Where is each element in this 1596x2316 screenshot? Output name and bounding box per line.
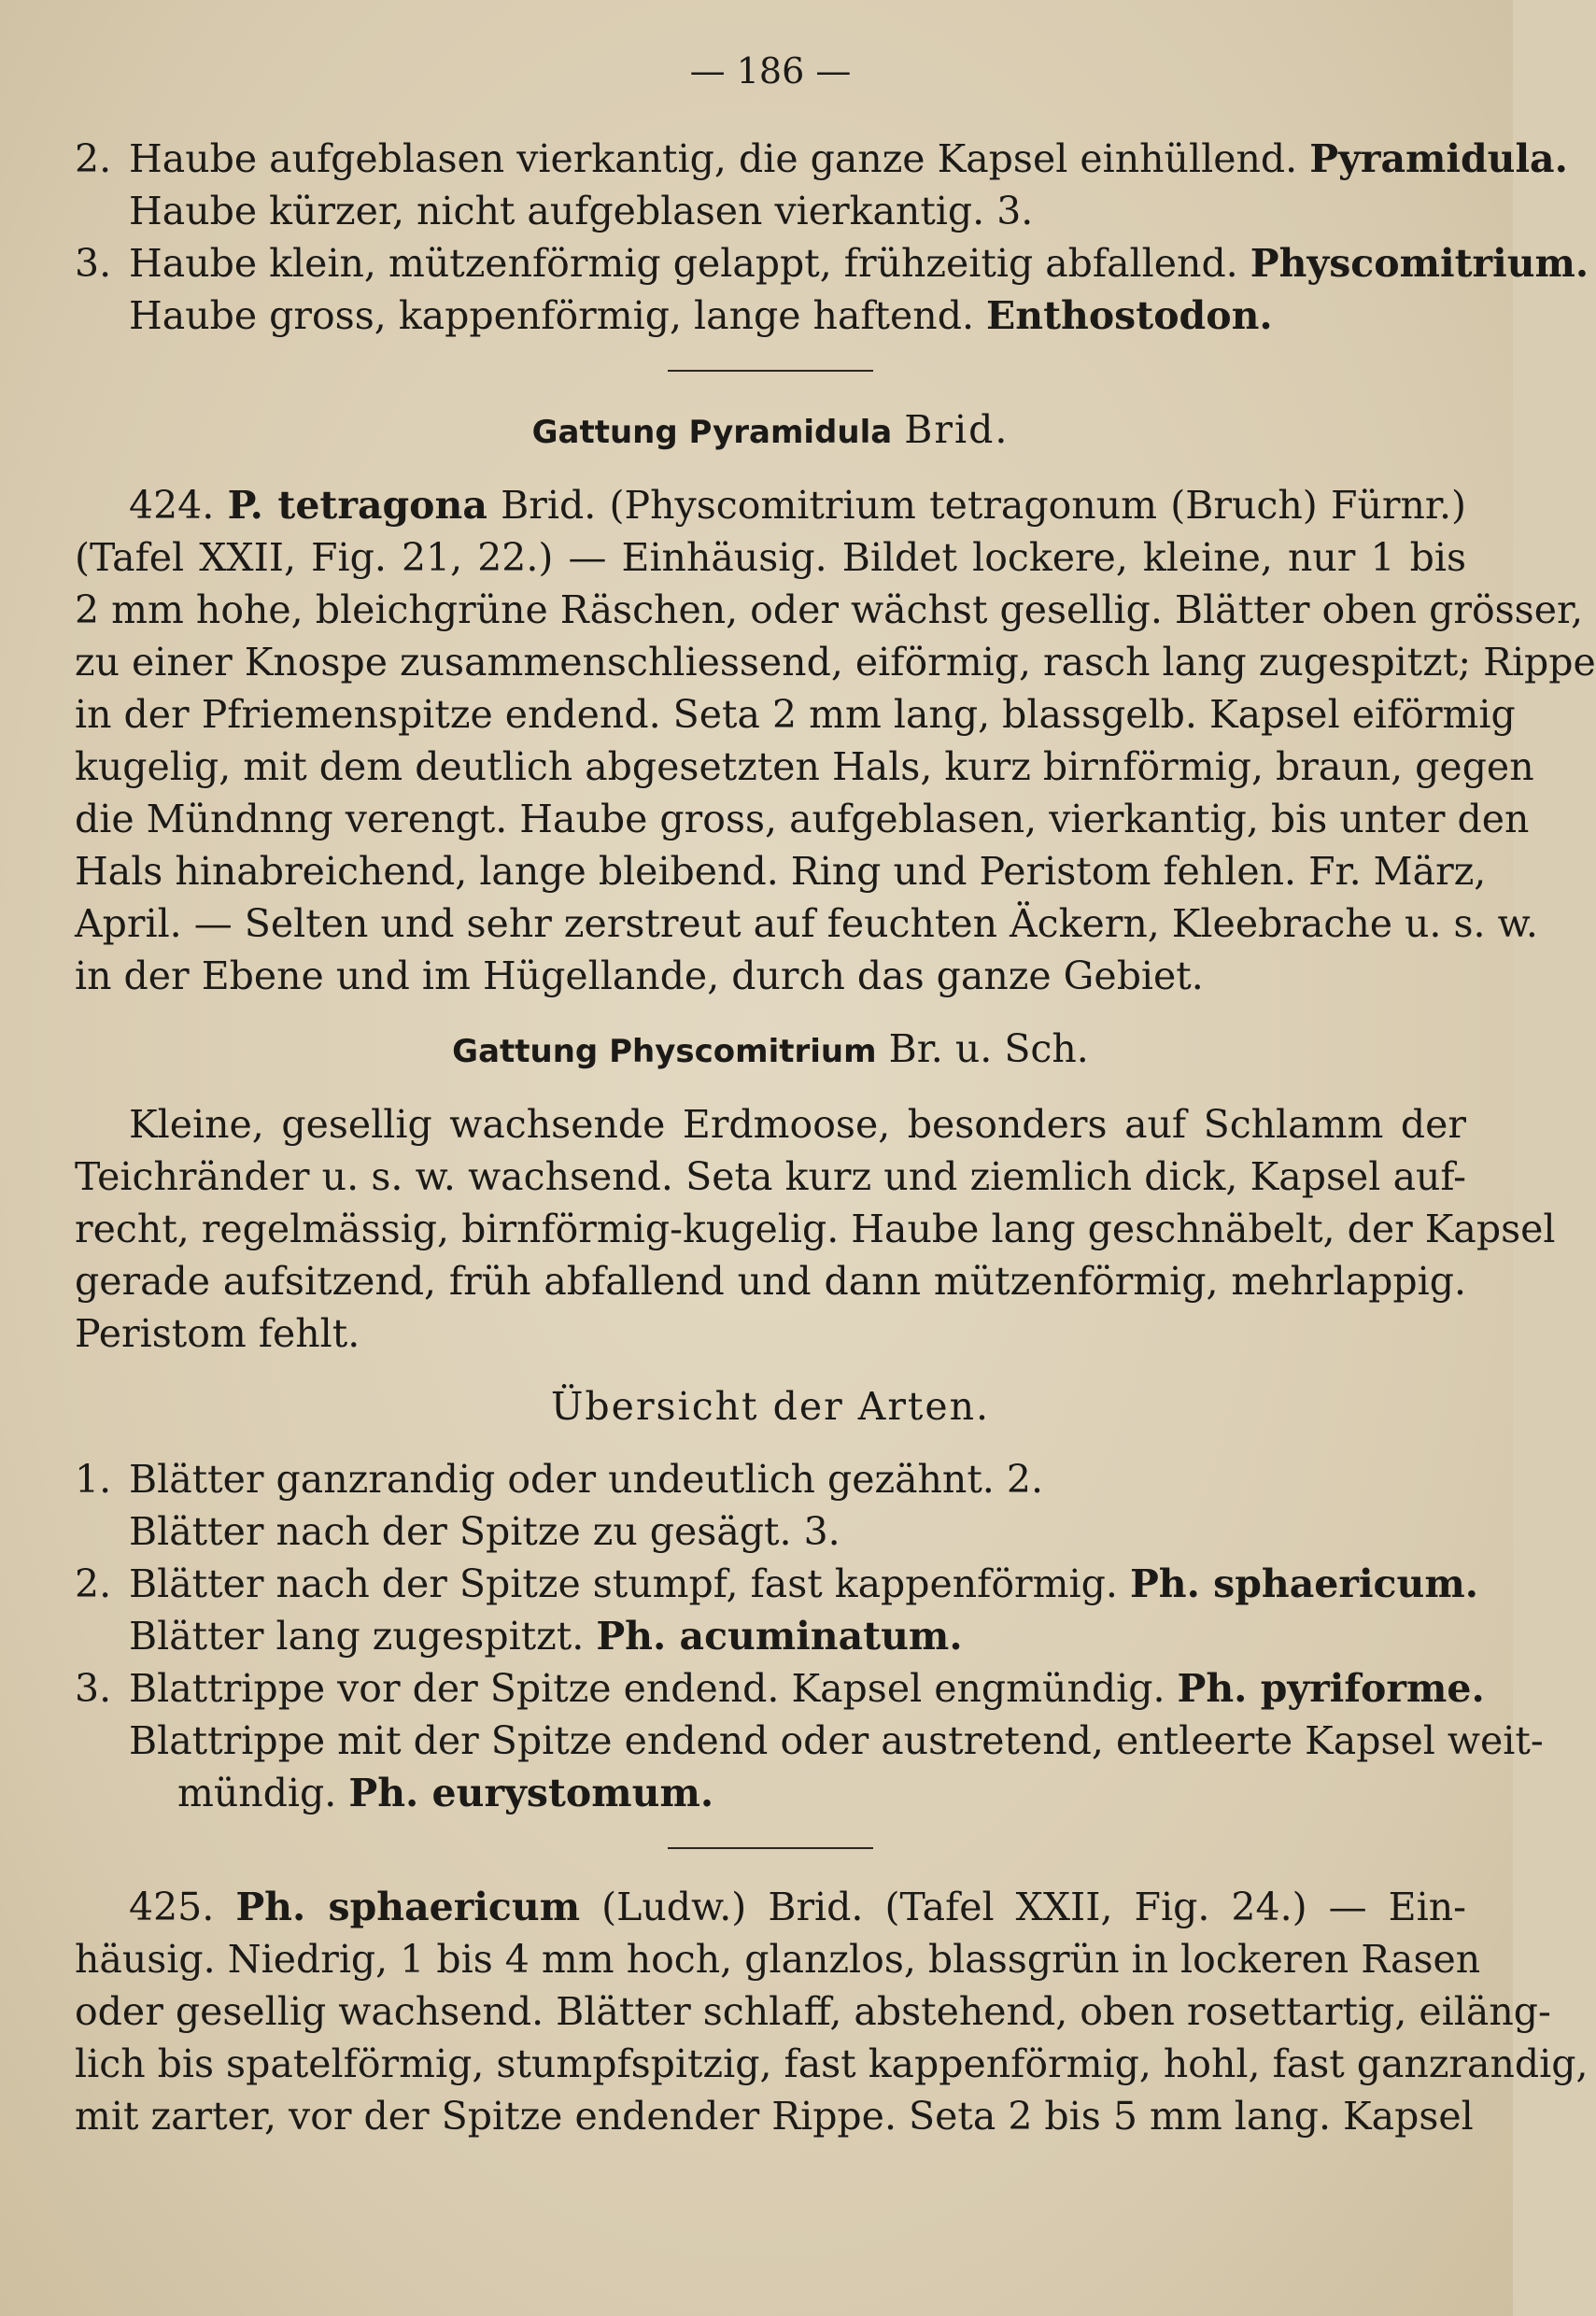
page-content [75, 37, 1596, 2142]
text-line: mit zarter, vor der Spitze endender Rippe. Seta 2 bis 5 mm lang. Kapsel [75, 2094, 1474, 2139]
text-line: Peristom fehlt. [75, 1311, 360, 1356]
text-line: in der Ebene und im Hügellande, durch das ganze Gebiet. [75, 953, 1204, 998]
text-line: häusig. Niedrig, 1 bis 4 mm hoch, glanzlos, blassgrün in lockeren Rasen [75, 1937, 1481, 1982]
taxon-name: Ph. acuminatum. [596, 1614, 963, 1659]
text-line: Kleine, gesellig wachsende Erdmoose, besonders auf Schlamm der [129, 1102, 1466, 1147]
key-line: 3. Blattrippe vor der Spitze endend. Kapsel engmündig. Ph. pyriforme. [75, 1666, 1485, 1711]
species-424-entry [75, 479, 1596, 1002]
key-bottom [75, 1453, 1544, 1819]
text-line: April. — Selten und sehr zerstreut auf feuchten Äckern, Kleebrache u. s. w. [75, 901, 1538, 946]
taxon-name: Ph. eurystomum. [348, 1771, 714, 1815]
text-line: 424. P. tetragona Brid. (Physcomitrium tetragonum (Bruch) Fürnr.) [129, 483, 1466, 528]
key-line: 2. Blätter nach der Spitze stumpf, fast kappenförmig. Ph. sphaericum. [75, 1561, 1478, 1606]
text-line: zu einer Knospe zusammenschliessend, eiförmig, rasch lang zugespitzt; Rippe [75, 640, 1596, 685]
taxon-name: Ph. sphaericum. [1129, 1561, 1478, 1606]
key-line: Blattrippe mit der Spitze endend oder austretend, entleerte Kapsel weit- [129, 1718, 1544, 1763]
page-number: — 186 — [689, 50, 852, 92]
species-425-entry [75, 1881, 1589, 2142]
text-line: die Mündnng verengt. Haube gross, aufgeblasen, vierkantig, bis unter den [75, 797, 1530, 841]
key-line: Blätter nach der Spitze zu gesägt. 3. [129, 1509, 840, 1554]
key-top [75, 133, 1589, 342]
species-name: P. tetragona [227, 483, 487, 528]
text-line: 2 mm hohe, bleichgrüne Räschen, oder wächst gesellig. Blätter oben grösser, [75, 587, 1584, 632]
text-line: gerade aufsitzend, früh abfallend und dann mützenförmig, mehrlappig. [75, 1259, 1466, 1304]
text-line: Teichränder u. s. w. wachsend. Seta kurz und ziemlich dick, Kapsel auf- [75, 1154, 1466, 1199]
overview-heading: Übersicht der Arten. [550, 1384, 991, 1429]
taxon-name: Physcomitrium. [1250, 241, 1589, 286]
text-line: 425. Ph. sphaericum (Ludw.) Brid. (Tafel XXII, Fig. 24.) — Ein- [129, 1885, 1466, 1929]
taxon-name: Ph. pyriforme. [1177, 1666, 1485, 1711]
key-line: 2. Haube aufgeblasen vierkantig, die ganze Kapsel einhüllend. Pyramidula. [75, 136, 1568, 181]
text-line: oder gesellig wachsend. Blätter schlaff, abstehend, oben rosettartig, eiläng- [75, 1989, 1551, 2034]
taxon-name: Enthostodon. [986, 293, 1273, 338]
text-line: lich bis spatelförmig, stumpfspitzig, fast kappenförmig, hohl, fast ganzrandig, [75, 2041, 1589, 2086]
key-line: Blätter lang zugespitzt. Ph. acuminatum. [129, 1614, 963, 1659]
genus-heading-pyramidula: Gattung Pyramidula Brid. [531, 407, 1010, 452]
text-line: recht, regelmässig, birnförmig-kugelig. Haube lang geschnäbelt, der Kapsel [75, 1207, 1556, 1251]
taxon-name: Pyramidula. [1309, 136, 1568, 181]
key-line: Haube kürzer, nicht aufgeblasen vierkantig. 3. [129, 189, 1034, 233]
text-line: kugelig, mit dem deutlich abgesetzten Hals, kurz birnförmig, braun, gegen [75, 744, 1534, 789]
section-divider [668, 1847, 873, 1849]
genus-description [75, 1098, 1556, 1360]
key-line: mündig. Ph. eurystomum. [177, 1771, 714, 1815]
text-line: (Tafel XXII, Fig. 21, 22.) — Einhäusig. Bildet lockere, kleine, nur 1 bis [75, 535, 1466, 580]
key-line: 3. Haube klein, mützenförmig gelappt, frühzeitig abfallend. Physcomitrium. [75, 241, 1589, 286]
text-line: Hals hinabreichend, lange bleibend. Ring und Peristom fehlen. Fr. März, [75, 849, 1487, 894]
species-name: Ph. sphaericum [235, 1885, 581, 1929]
key-line: Haube gross, kappenförmig, lange haftend. Enthostodon. [129, 293, 1273, 338]
genus-heading-physcomitrium: Gattung Physcomitrium Br. u. Sch. [452, 1026, 1089, 1071]
text-line: in der Pfriemenspitze endend. Seta 2 mm lang, blassgelb. Kapsel eiförmig [75, 692, 1516, 737]
section-divider [668, 370, 873, 372]
key-line: 1. Blätter ganzrandig oder undeutlich gezähnt. 2. [75, 1457, 1043, 1502]
